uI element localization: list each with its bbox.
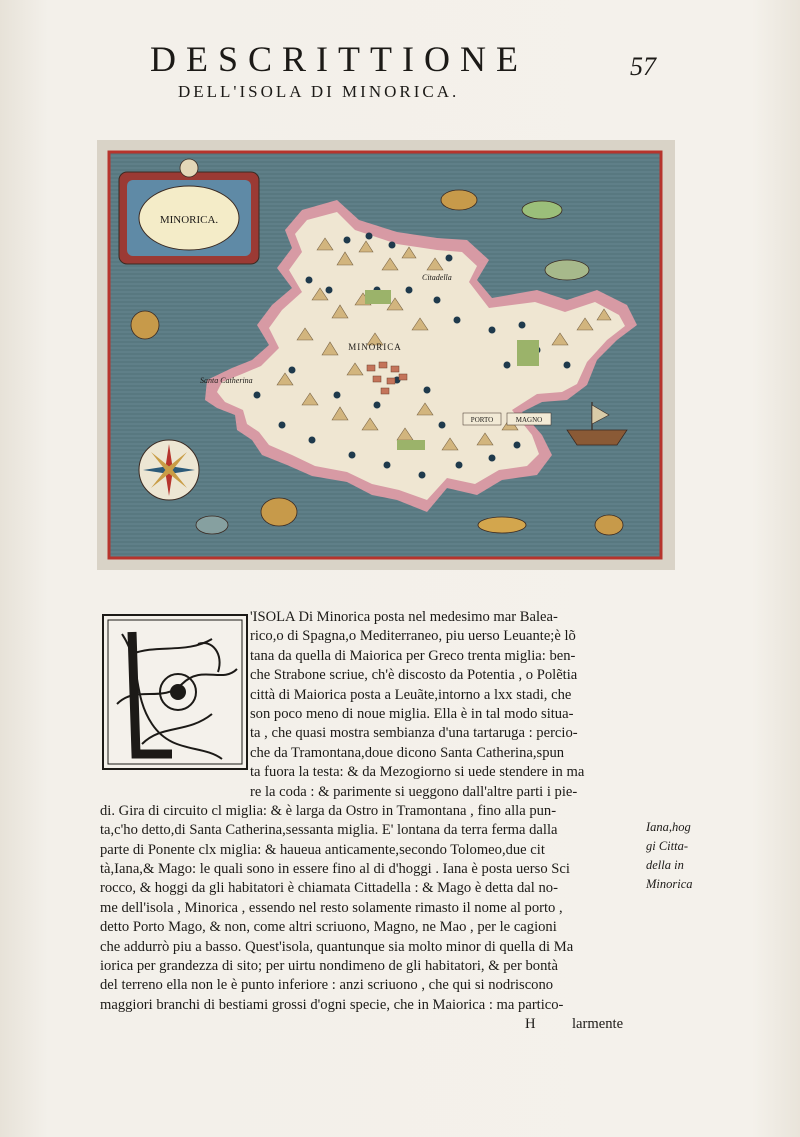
text-line: re la coda : & parimente si ueggono dall'altre parti i pie-	[250, 783, 578, 800]
catchword: larmente	[572, 1016, 624, 1033]
margin-note-line: gi Citta-	[646, 839, 689, 853]
map-label-island: MINORICA	[348, 342, 402, 352]
text-line: rocco, & hoggi da gli habitatori è chiamata Cittadella : & Mago è detta dal no-	[100, 880, 558, 897]
text-line: che addurrò piu a basso. Quest'isola, quantunque sia molto minor di quella di Ma	[100, 938, 574, 955]
margin-note-line: Iana,hog	[646, 820, 691, 834]
margin-note	[646, 818, 726, 894]
map-label-porto: PORTO	[470, 416, 494, 424]
map-label-santa-catherina: Santa Catherina	[200, 376, 253, 385]
text-line: iorica per grandezza di sito; per uirtu nondimeno de gli habitatori, & per bontà	[100, 958, 558, 975]
text-line: che Strabone scriue, ch'è discosto da Potentia , o Polẽtia	[250, 667, 578, 684]
map-illustration	[97, 140, 675, 570]
text-line: tana da quella di Maiorica per Greco trenta miglia: ben-	[250, 647, 576, 664]
body-text	[100, 608, 645, 1035]
text-line: città di Maiorica posta a Leuãte,intorno a lxx stadi, che	[250, 686, 572, 703]
text-line: parte di Ponente clx miglia: & haueua anticamente,secondo Tolomeo,due cit	[100, 841, 545, 858]
text-line: rico,o di Spagna,o Mediterraneo, piu uerso Leuante;è lõ	[250, 628, 576, 645]
page-subtitle: DELL'ISOLA DI MINORICA.	[178, 82, 460, 101]
margin-note-line: Minorica	[646, 877, 693, 891]
signature-mark: H	[525, 1016, 536, 1033]
map-label-cittadella: Citadella	[422, 273, 452, 282]
text-line: che da Tramontana,doue dicono Santa Catherina,spun	[250, 744, 565, 761]
cartouche-label: MINORICA.	[159, 214, 219, 226]
text-line: di. Gira di circuito cl miglia: & è larga da Ostro in Tramontana , fino alla pun-	[100, 802, 557, 819]
page-title: DESCRITTIONE	[150, 39, 528, 79]
title-cartouche	[119, 159, 259, 264]
text-line: 'ISOLA Di Minorica posta nel medesimo mar Balea-	[250, 609, 558, 625]
page-number: 57	[630, 52, 656, 81]
text-line: ta,c'ho detto,di Santa Catherina,sessanta miglia. E' lontana da terra ferma dalla	[100, 822, 558, 839]
text-line: maggiori branchi di bestiami grossi d'ogni specie, che in Maiorica : ma partico-	[100, 996, 564, 1013]
text-line: detto Porto Mago, & non, come altri scriuono, Magno, ne Mao , per le cagioni	[100, 919, 557, 936]
text-line: del terreno ella non le è punto inferiore : anzi scriuono , che qui si nodriscono	[100, 977, 554, 994]
margin-note-line: della in	[646, 858, 684, 872]
text-line: son poco meno di noue miglia. Ella è in tal modo situa-	[250, 705, 574, 722]
text-line: ta fuora la testa: & da Mezogiorno si uede stendere in ma	[250, 764, 585, 781]
text-line: tà,Iana,& Mago: le quali sono in essere fino al di d'hoggi . Iana è posta uerso Sci	[100, 861, 570, 878]
compass-rose-icon	[139, 440, 199, 500]
text-line: me dell'isola , Minorica , essendo nel resto solamente rimasto il nome al porto ,	[100, 899, 563, 916]
map-label-magno: MAGNO	[515, 416, 543, 424]
text-line: ta , che quasi mostra sembianza d'una tartaruga : percio-	[250, 725, 578, 742]
